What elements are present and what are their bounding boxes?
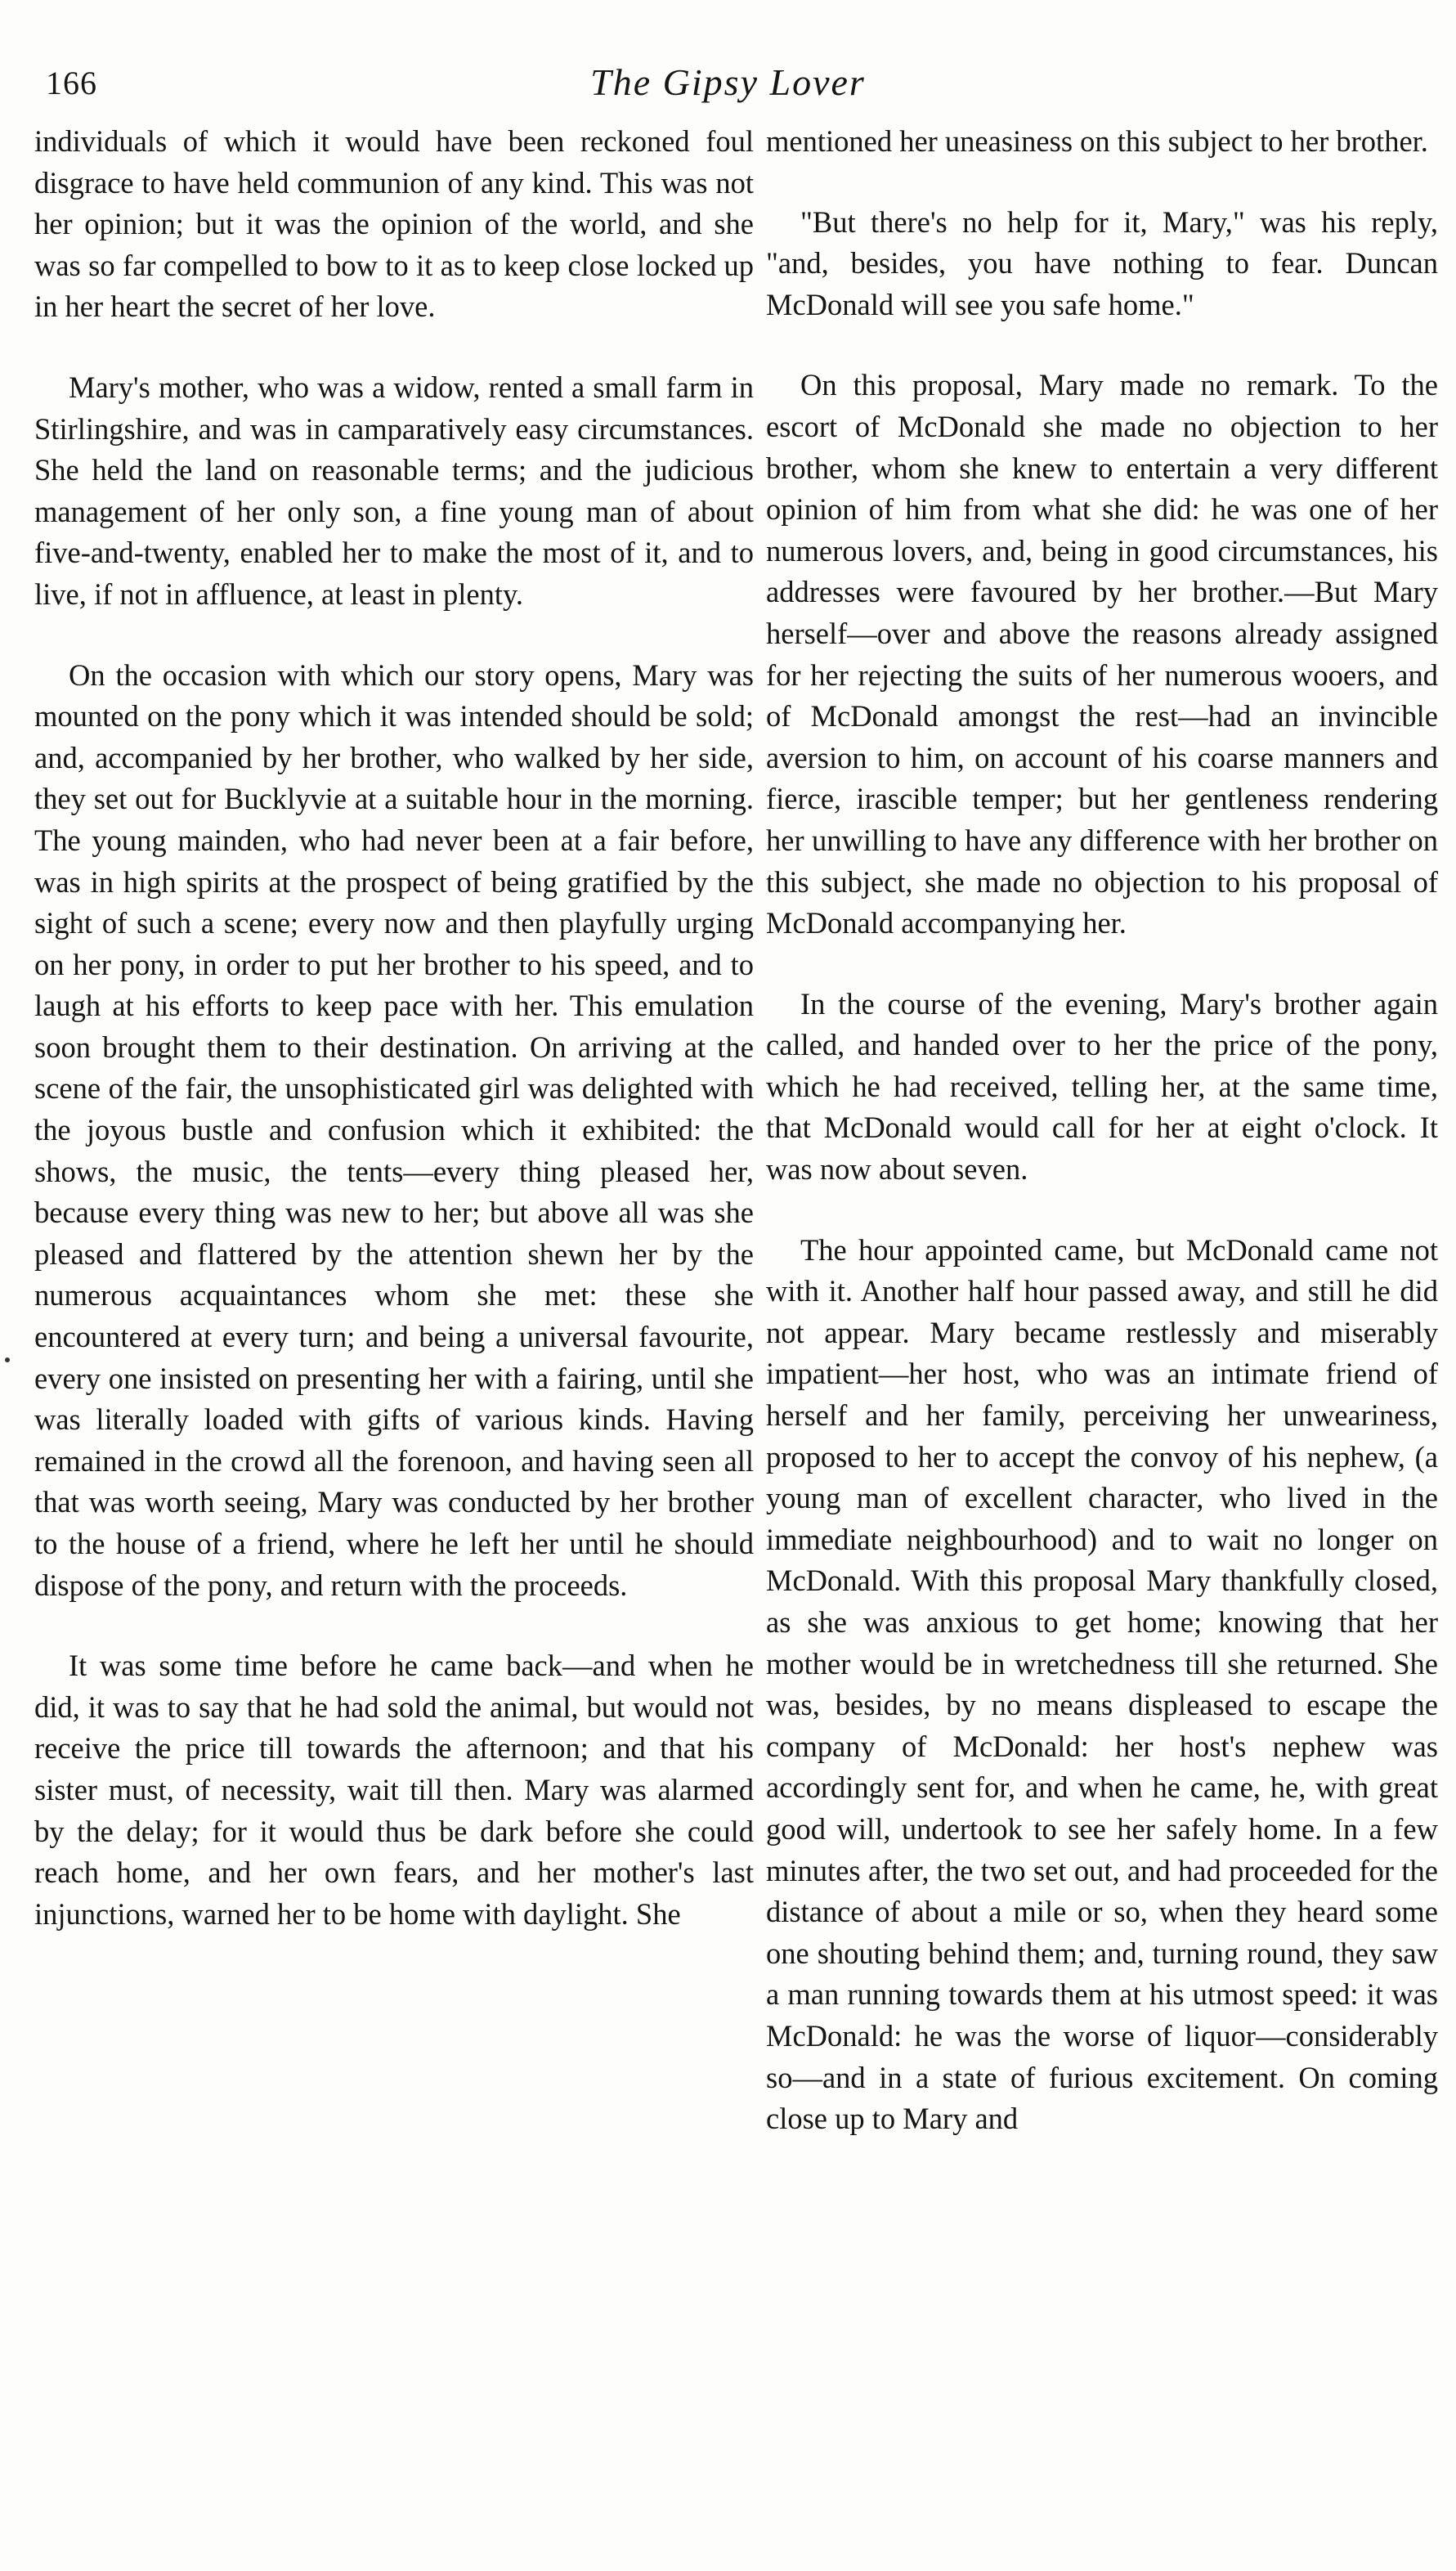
page-number: 166: [46, 65, 97, 101]
margin-mark: [5, 1357, 10, 1362]
paragraph: In the course of the evening, Mary's brother again called, and handed over to her the price of the pony, which he had received, telling her, at the same time, that McDonald would call for her at eight o'clock. It was now about seven.: [766, 986, 1438, 1187]
left-column: [34, 121, 754, 1935]
paragraph: "But there's no help for it, Mary," was his reply, "and, besides, you have nothing to fear. Duncan McDonald will see you safe home.": [766, 204, 1438, 321]
right-column: [766, 121, 1438, 2140]
running-title: The Gipsy Lover: [590, 61, 866, 103]
paragraph: mentioned her uneasiness on this subject to her brother.: [766, 124, 1428, 158]
paragraph: On the occasion with which our story opens, Mary was mounted on the pony which it was intended should be sold; and, accompanied by her brother, who walked by her side, they set out for Bucklyvie at a suitable hour in the morning. The young mainden, who had never been at a fair before, was in high spirits at the prospect of being gratified by the sight of such a scene; every now and then playfully urging on her pony, in order to put her brother to his speed, and to laugh at his efforts to keep pace with her. This emulation soon brought them to their destination. On arriving at the scene of the fair, the unsophisticated girl was delighted with the joyous bustle and confusion which it exhibited: the shows, the music, the tents—every thing pleased her, because every thing was new to her; but above all was she pleased and flattered by the attention shewn her by the numerous acquaintances whom she met: these she encountered at every turn; and being a universal favourite, every one insisted on presenting her with a fairing, until she was literally loaded with gifts of various kinds. Having remained in the crowd all the forenoon, and having seen all that was worth seeing, Mary was conducted by her brother to the house of a friend, where he left her until he should dispose of the pony, and return with the proceeds.: [34, 657, 754, 1602]
paragraph: Mary's mother, who was a widow, rented a small farm in Stirlingshire, and was in camparatively easy circumstances. She held the land on reasonable terms; and the judicious management of her only son, a fine young man of about five-and-twenty, enabled her to make the most of it, and to live, if not in affluence, at least in plenty.: [34, 370, 754, 611]
paragraph: It was some time before he came back—and when he did, it was to say that he had sold the animal, but would not receive the price till towards the afternoon; and that his sister must, of necessity, wait till then. Mary was alarmed by the delay; for it would thus be dark before she could reach home, and her own fears, and her mother's last injunctions, warned her to be home with daylight. She: [34, 1649, 754, 1931]
paragraph: On this proposal, Mary made no remark. To the escort of McDonald she made no objection to her brother, whom she knew to entertain a very different opinion of him from what she did: he was one of her numerous lovers, and, being in good circumstances, his addresses were favoured by her brother.—But Mary herself—over and above the reasons already assigned for her rejecting the suits of her numerous wooers, and of McDonald amongst the rest—had an invincible aversion to him, on account of his coarse manners and fierce, irascible temper; but her gentleness rendering her unwilling to have any difference with her brother on this subject, she made no objection to his proposal of McDonald accompanying her.: [766, 368, 1438, 940]
paragraph: The hour appointed came, but McDonald came not with it. Another half hour passed away, and still he did not appear. Mary became restlessly and miserably impatient—her host, who was an intimate friend of herself and her family, perceiving her unweariness, proposed to her to accept the convoy of his nephew, (a young man of excellent character, who lived in the immediate neighbourhood) and to wait no longer on McDonald. With this proposal Mary thankfully closed, as she was anxious to get home; knowing that her mother would be in wretchedness till she returned. She was, besides, by no means displeased to escape the company of McDonald: her host's nephew was accordingly sent for, and when he came, he, with great good will, undertook to see her safely home. In a few minutes after, the two set out, and had proceeded for the distance of about a mile or so, when they heard some one shouting behind them; and, turning round, they saw a man running towards them at his utmost speed: it was McDonald: he was the worse of liquor—considerably so—and in a state of furious excitement. On coming close up to Mary and: [766, 1232, 1438, 2136]
paragraph: individuals of which it would have been reckoned foul disgrace to have held communion of any kind. This was not her opinion; but it was the opinion of the world, and she was so far compelled to bow to it as to keep close locked up in her heart the secret of her love.: [34, 124, 754, 324]
